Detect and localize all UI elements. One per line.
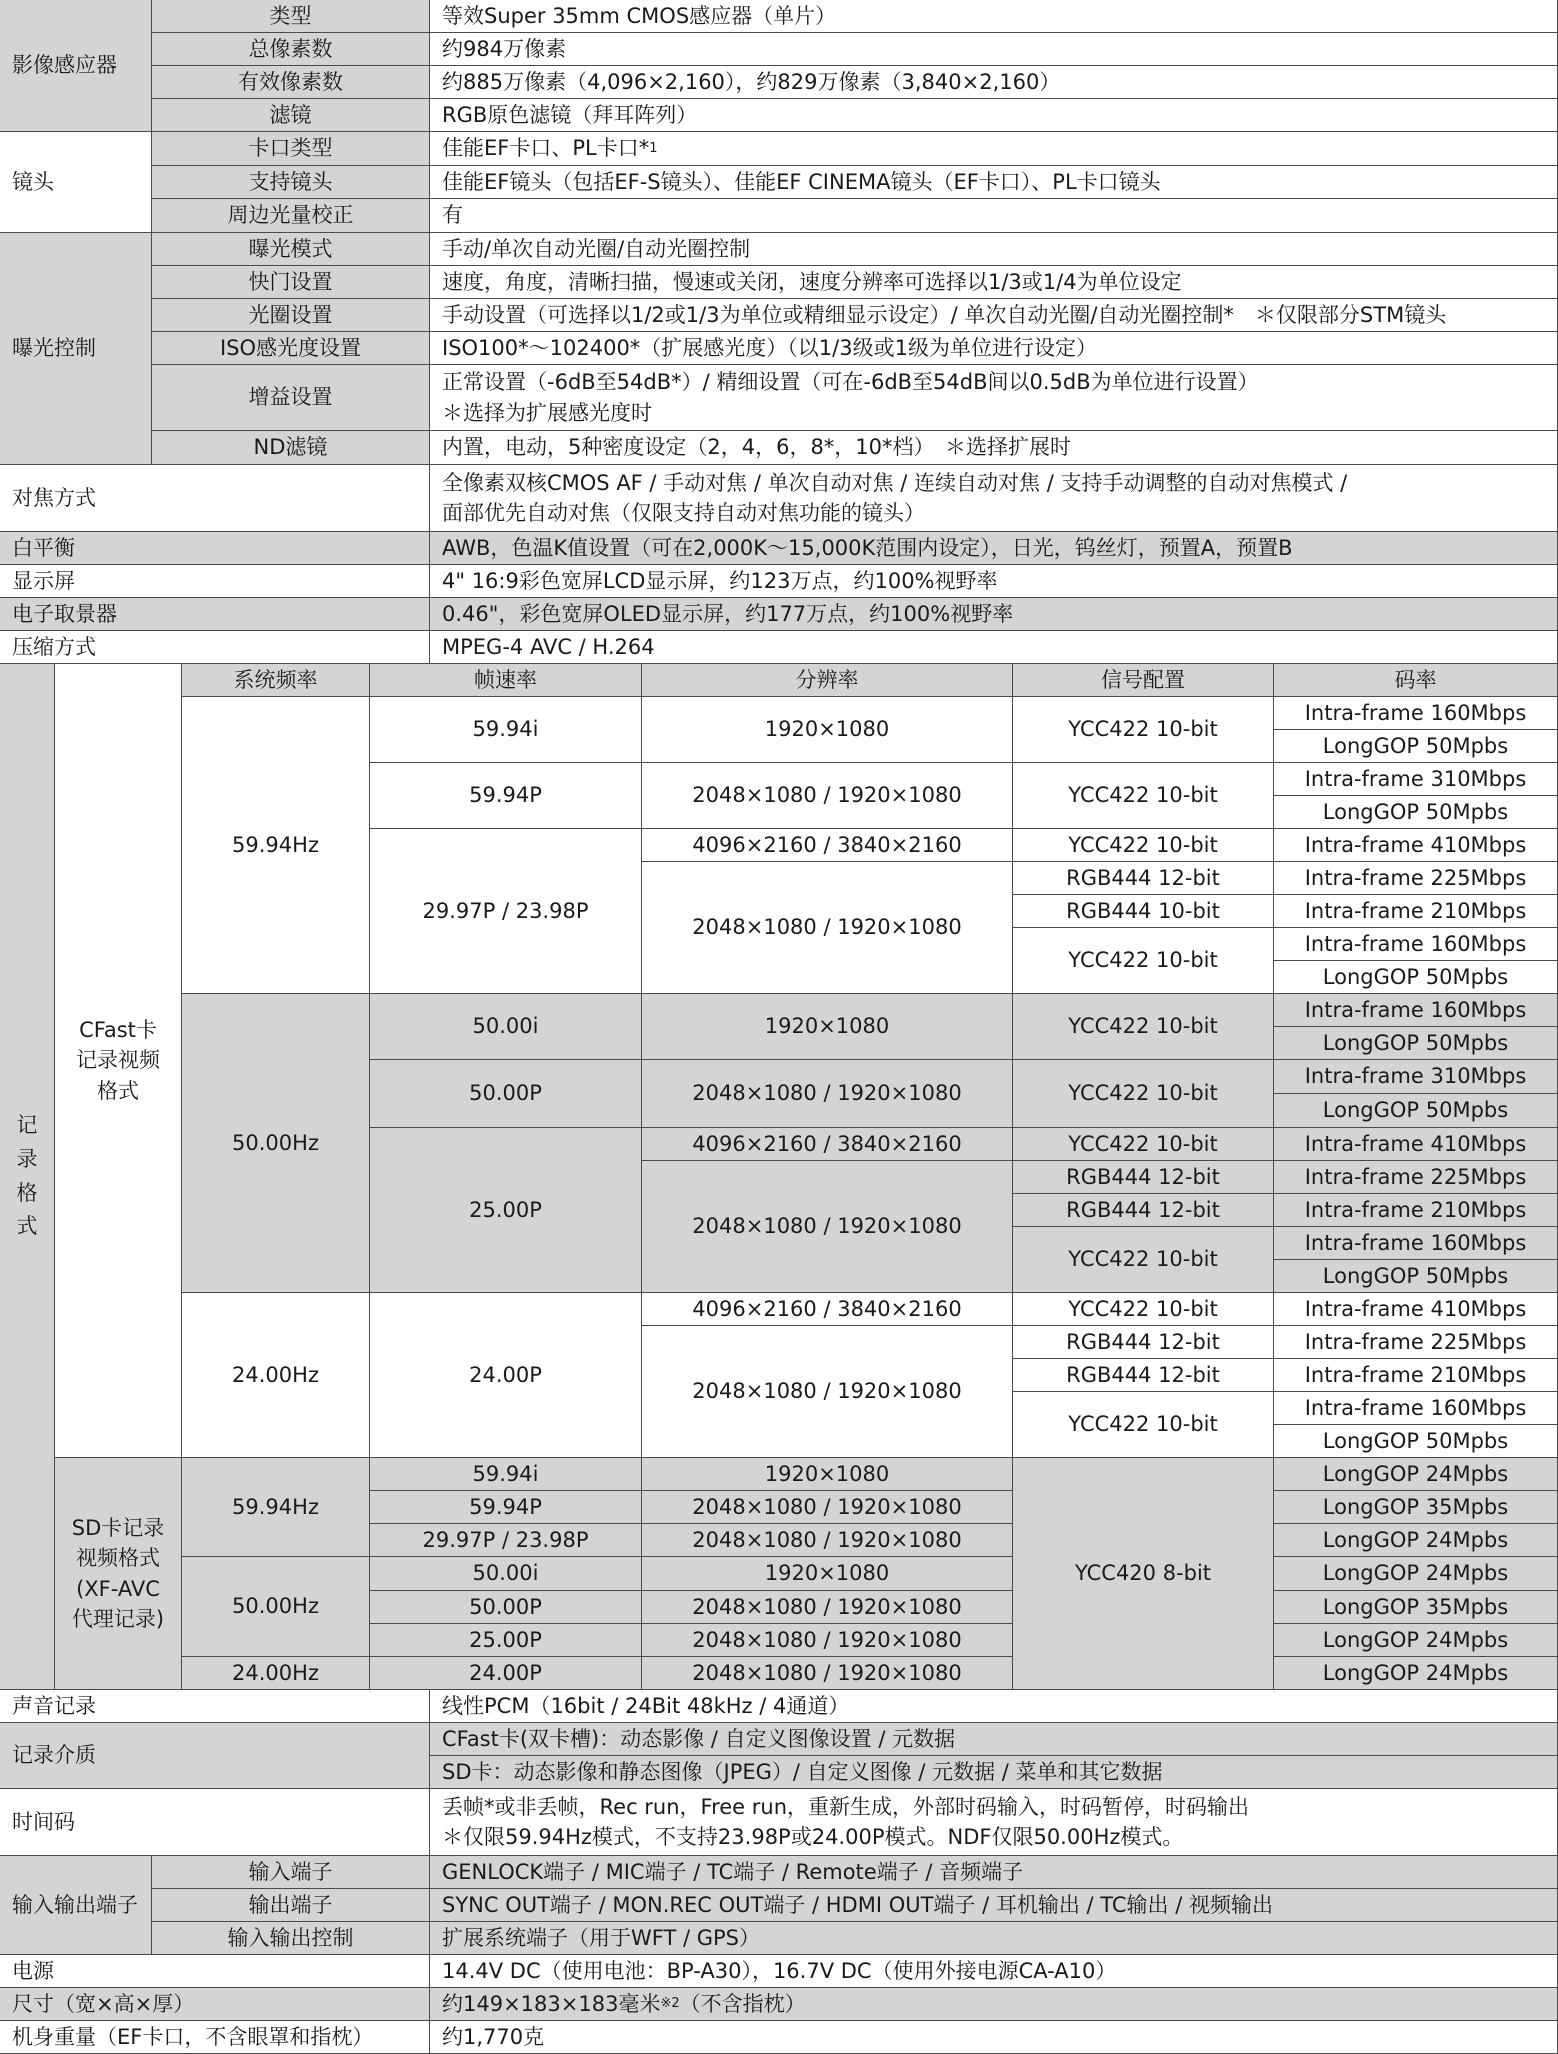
signal-cfast-2997p-2: RGB444 12-bit bbox=[1013, 862, 1274, 895]
header-signal: 信号配置 bbox=[1013, 664, 1274, 697]
res-cfast-2400p-2k: 2048×1080 / 1920×1080 bbox=[642, 1326, 1013, 1458]
label-exposure-mode: 曝光模式 bbox=[152, 233, 430, 266]
rate-cfast-2400p-5: LongGOP 50Mpbs bbox=[1274, 1425, 1558, 1458]
rate-cfast-2500p-4: Intra-frame 160Mbps bbox=[1274, 1227, 1558, 1260]
label-media: 记录介质 bbox=[0, 1723, 430, 1789]
value-exposure-mode: 手动/单次自动光圈/自动光圈控制 bbox=[430, 233, 1558, 266]
label-focus: 对焦方式 bbox=[0, 465, 430, 532]
value-white-balance: AWB，色温K值设置（可在2,000K～15,000K范围内设定），日光，钨丝灯，预置A，预置B bbox=[430, 532, 1558, 565]
signal-cfast-2500p-3: RGB444 12-bit bbox=[1013, 1194, 1274, 1227]
gain-line-2: ＊选择为扩展感光度时 bbox=[442, 400, 652, 425]
value-iso: ISO100*～102400*（扩展感光度）（以1/3级或1级为单位进行设定） bbox=[430, 332, 1558, 365]
frame-sd-2500p: 25.00P bbox=[370, 1624, 642, 1657]
rate-cfast-5000i-b: LongGOP 50Mpbs bbox=[1274, 1027, 1558, 1060]
freq-cfast-2400: 24.00Hz bbox=[182, 1293, 370, 1458]
value-audio: 线性PCM（16bit / 24Bit 48kHz / 4通道） bbox=[430, 1690, 1558, 1723]
rate-cfast-5000p-b: LongGOP 50Mpbs bbox=[1274, 1094, 1558, 1128]
group-sensor: 影像感应器 bbox=[0, 0, 152, 132]
signal-cfast-5994i: YCC422 10-bit bbox=[1013, 697, 1274, 763]
value-timecode bbox=[430, 1789, 1558, 1856]
label-weight: 机身重量（EF卡口，不含眼罩和指枕） bbox=[0, 2021, 430, 2054]
signal-cfast-2997p-4: YCC422 10-bit bbox=[1013, 928, 1274, 994]
cfast-line-3: 格式 bbox=[97, 1078, 139, 1103]
label-timecode: 时间码 bbox=[0, 1789, 430, 1856]
frame-sd-5994p: 59.94P bbox=[370, 1491, 642, 1524]
signal-cfast-5994p: YCC422 10-bit bbox=[1013, 763, 1274, 829]
label-lens-mount: 卡口类型 bbox=[152, 132, 430, 166]
rate-cfast-2500p-5: LongGOP 50Mpbs bbox=[1274, 1260, 1558, 1293]
label-supported-lens: 支持镜头 bbox=[152, 166, 430, 199]
freq-cfast-5994: 59.94Hz bbox=[182, 697, 370, 994]
rate-cfast-5000i-a: Intra-frame 160Mbps bbox=[1274, 994, 1558, 1027]
frame-sd-2400p: 24.00P bbox=[370, 1657, 642, 1690]
value-output-terminals: SYNC OUT端子 / MON.REC OUT端子 / HDMI OUT端子 / 耳机输出 / TC输出 / 视频输出 bbox=[430, 1889, 1558, 1922]
rate-sd-5994p: LongGOP 35Mpbs bbox=[1274, 1491, 1558, 1524]
value-supported-lens: 佳能EF镜头（包括EF-S镜头）、佳能EF CINEMA镜头（EF卡口）、PL卡口镜头 bbox=[430, 166, 1558, 199]
res-sd-5994p: 2048×1080 / 1920×1080 bbox=[642, 1491, 1013, 1524]
value-viewfinder: 0.46"，彩色宽屏OLED显示屏，约177万点，约100%视野率 bbox=[430, 598, 1558, 631]
label-white-balance: 白平衡 bbox=[0, 532, 430, 565]
frame-cfast-5994i: 59.94i bbox=[370, 697, 642, 763]
rate-cfast-2400p-3: Intra-frame 210Mbps bbox=[1274, 1359, 1558, 1392]
signal-cfast-2400p-1: YCC422 10-bit bbox=[1013, 1293, 1274, 1326]
frame-cfast-5994p: 59.94P bbox=[370, 763, 642, 829]
gain-line-1: 正常设置（-6dB至54dB*）/ 精细设置（可在-6dB至54dB间以0.5dB为单位进行设置） bbox=[442, 370, 1259, 395]
cfast-line-1: CFast卡 bbox=[79, 1017, 157, 1042]
sd-line-1: SD卡记录 bbox=[71, 1515, 165, 1540]
rate-sd-5994i: LongGOP 24Mpbs bbox=[1274, 1458, 1558, 1491]
rate-cfast-2997p-4: Intra-frame 160Mbps bbox=[1274, 928, 1558, 961]
label-total-pixels: 总像素数 bbox=[152, 33, 430, 66]
label-audio: 声音记录 bbox=[0, 1690, 430, 1723]
rate-cfast-2400p-2: Intra-frame 225Mbps bbox=[1274, 1326, 1558, 1359]
rate-cfast-2997p-5: LongGOP 50Mpbs bbox=[1274, 961, 1558, 994]
frame-cfast-2997p: 29.97P / 23.98P bbox=[370, 829, 642, 994]
value-weight: 约1,770克 bbox=[430, 2021, 1558, 2054]
rate-sd-2997p: LongGOP 24Mpbs bbox=[1274, 1524, 1558, 1557]
sd-line-2: 视频格式 bbox=[76, 1546, 160, 1571]
res-sd-5000p: 2048×1080 / 1920×1080 bbox=[642, 1591, 1013, 1624]
res-cfast-5994i: 1920×1080 bbox=[642, 697, 1013, 763]
value-display: 4" 16:9彩色宽屏LCD显示屏，约123万点，约100%视野率 bbox=[430, 565, 1558, 598]
value-peripheral-correction: 有 bbox=[430, 199, 1558, 233]
header-bitrate: 码率 bbox=[1274, 664, 1558, 697]
res-sd-5994i: 1920×1080 bbox=[642, 1458, 1013, 1491]
value-input-terminals: GENLOCK端子 / MIC端子 / TC端子 / Remote端子 / 音频端子 bbox=[430, 1856, 1558, 1889]
rate-cfast-2997p-2: Intra-frame 225Mbps bbox=[1274, 862, 1558, 895]
res-cfast-2400p-4k: 4096×2160 / 3840×2160 bbox=[642, 1293, 1013, 1326]
frame-cfast-2400p: 24.00P bbox=[370, 1293, 642, 1458]
signal-cfast-2997p-1: YCC422 10-bit bbox=[1013, 829, 1274, 862]
freq-sd-5994: 59.94Hz bbox=[182, 1458, 370, 1557]
res-sd-2997p: 2048×1080 / 1920×1080 bbox=[642, 1524, 1013, 1557]
res-cfast-5994p: 2048×1080 / 1920×1080 bbox=[642, 763, 1013, 829]
group-lens: 镜头 bbox=[0, 132, 152, 233]
signal-cfast-2500p-1: YCC422 10-bit bbox=[1013, 1128, 1274, 1161]
rate-sd-2400p: LongGOP 24Mpbs bbox=[1274, 1657, 1558, 1690]
header-resolution: 分辨率 bbox=[642, 664, 1013, 697]
label-size: 尺寸（宽×高×厚） bbox=[0, 1988, 430, 2021]
rate-cfast-2500p-3: Intra-frame 210Mbps bbox=[1274, 1194, 1558, 1227]
label-sensor-type: 类型 bbox=[152, 0, 430, 33]
label-filter: 滤镜 bbox=[152, 99, 430, 132]
value-gain bbox=[430, 365, 1558, 431]
size-suffix: （不含指枕） bbox=[679, 1991, 806, 2016]
recording-format-label: 记录格式 bbox=[16, 1113, 38, 1239]
value-shutter: 速度，角度，清晰扫描，慢速或关闭，速度分辨率可选择以1/3或1/4为单位设定 bbox=[430, 266, 1558, 299]
rate-cfast-5994p-b: LongGOP 50Mpbs bbox=[1274, 796, 1558, 829]
value-focus bbox=[430, 465, 1558, 532]
res-cfast-2500p-2k: 2048×1080 / 1920×1080 bbox=[642, 1161, 1013, 1293]
signal-cfast-2400p-4: YCC422 10-bit bbox=[1013, 1392, 1274, 1458]
frame-cfast-2500p: 25.00P bbox=[370, 1128, 642, 1293]
res-cfast-5000i: 1920×1080 bbox=[642, 994, 1013, 1060]
value-lens-mount: 佳能EF卡口、PL卡口* 1 bbox=[430, 132, 1558, 166]
label-power: 电源 bbox=[0, 1955, 430, 1988]
signal-cfast-2500p-2: RGB444 12-bit bbox=[1013, 1161, 1274, 1194]
signal-cfast-5000p: YCC422 10-bit bbox=[1013, 1060, 1274, 1128]
rate-cfast-2400p-4: Intra-frame 160Mbps bbox=[1274, 1392, 1558, 1425]
label-viewfinder: 电子取景器 bbox=[0, 598, 430, 631]
focus-line-1: 全像素双核CMOS AF / 手动对焦 / 单次自动对焦 / 连续自动对焦 / 支持手动调整的自动对焦模式 / bbox=[442, 470, 1348, 495]
rate-cfast-5994i-a: Intra-frame 160Mbps bbox=[1274, 697, 1558, 730]
res-sd-2500p: 2048×1080 / 1920×1080 bbox=[642, 1624, 1013, 1657]
rate-sd-5000i: LongGOP 24Mpbs bbox=[1274, 1557, 1558, 1591]
lens-mount-text: 佳能EF卡口、PL卡口* bbox=[442, 136, 650, 161]
value-power: 14.4V DC（使用电池：BP-A30），16.7V DC（使用外接电源CA-A10） bbox=[430, 1955, 1558, 1988]
signal-cfast-2400p-3: RGB444 12-bit bbox=[1013, 1359, 1274, 1392]
label-shutter: 快门设置 bbox=[152, 266, 430, 299]
frame-sd-2997p: 29.97P / 23.98P bbox=[370, 1524, 642, 1557]
frame-cfast-5000i: 50.00i bbox=[370, 994, 642, 1060]
rate-cfast-2400p-1: Intra-frame 410Mbps bbox=[1274, 1293, 1558, 1326]
header-system-frequency: 系统频率 bbox=[182, 664, 370, 697]
label-nd-filter: ND滤镜 bbox=[152, 431, 430, 465]
label-iso: ISO感光度设置 bbox=[152, 332, 430, 365]
rate-cfast-5000p-a: Intra-frame 310Mbps bbox=[1274, 1060, 1558, 1094]
rate-cfast-5994i-b: LongGOP 50Mpbs bbox=[1274, 730, 1558, 763]
label-input-terminals: 输入端子 bbox=[152, 1856, 430, 1889]
value-filter: RGB原色滤镜（拜耳阵列） bbox=[430, 99, 1558, 132]
res-cfast-2500p-4k: 4096×2160 / 3840×2160 bbox=[642, 1128, 1013, 1161]
cfast-line-2: 记录视频 bbox=[76, 1048, 160, 1073]
value-size: 约149×183×183毫米 ※2 （不含指枕） bbox=[430, 1988, 1558, 2021]
signal-cfast-2400p-2: RGB444 12-bit bbox=[1013, 1326, 1274, 1359]
value-effective-pixels: 约885万像素（4,096×2,160），约829万像素（3,840×2,160） bbox=[430, 66, 1558, 99]
label-display: 显示屏 bbox=[0, 565, 430, 598]
rate-cfast-2997p-3: Intra-frame 210Mbps bbox=[1274, 895, 1558, 928]
value-media-sd: SD卡：动态影像和静态图像（JPEG）/ 自定义图像 / 元数据 / 菜单和其它数据 bbox=[430, 1756, 1558, 1789]
res-cfast-2997p-2k: 2048×1080 / 1920×1080 bbox=[642, 862, 1013, 994]
frame-sd-5994i: 59.94i bbox=[370, 1458, 642, 1491]
label-peripheral-correction: 周边光量校正 bbox=[152, 199, 430, 233]
frame-cfast-5000p: 50.00P bbox=[370, 1060, 642, 1128]
signal-cfast-5000i: YCC422 10-bit bbox=[1013, 994, 1274, 1060]
rate-sd-5000p: LongGOP 35Mpbs bbox=[1274, 1591, 1558, 1624]
signal-cfast-2500p-4: YCC422 10-bit bbox=[1013, 1227, 1274, 1293]
group-io: 输入输出端子 bbox=[0, 1856, 152, 1955]
value-nd-filter: 内置，电动，5种密度设定（2，4，6，8*，10*档） ＊选择扩展时 bbox=[430, 431, 1558, 465]
value-iris: 手动设置（可选择以1/2或1/3为单位或精细显示设定）/ 单次自动光圈/自动光圈控制* ＊仅限部分STM镜头 bbox=[430, 299, 1558, 332]
rate-cfast-5994p-a: Intra-frame 310Mbps bbox=[1274, 763, 1558, 796]
label-io-control: 输入输出控制 bbox=[152, 1922, 430, 1955]
freq-cfast-5000: 50.00Hz bbox=[182, 994, 370, 1293]
rate-sd-2500p: LongGOP 24Mpbs bbox=[1274, 1624, 1558, 1657]
res-sd-5000i: 1920×1080 bbox=[642, 1557, 1013, 1591]
frame-sd-5000i: 50.00i bbox=[370, 1557, 642, 1591]
value-sensor-type: 等效Super 35mm CMOS感应器（单片） bbox=[430, 0, 1558, 33]
timecode-line-2: ＊仅限59.94Hz模式，不支持23.98P或24.00P模式。NDF仅限50.00Hz模式。 bbox=[442, 1825, 1184, 1849]
sd-line-3: (XF-AVC bbox=[76, 1576, 160, 1601]
freq-sd-5000: 50.00Hz bbox=[182, 1557, 370, 1657]
focus-line-2: 面部优先自动对焦（仅限支持自动对焦功能的镜头） bbox=[442, 501, 925, 525]
res-cfast-5000p: 2048×1080 / 1920×1080 bbox=[642, 1060, 1013, 1128]
frame-sd-5000p: 50.00P bbox=[370, 1591, 642, 1624]
label-compression: 压缩方式 bbox=[0, 631, 430, 664]
res-sd-2400p: 2048×1080 / 1920×1080 bbox=[642, 1657, 1013, 1690]
rate-cfast-2500p-1: Intra-frame 410Mbps bbox=[1274, 1128, 1558, 1161]
signal-cfast-2997p-3: RGB444 10-bit bbox=[1013, 895, 1274, 928]
freq-sd-2400: 24.00Hz bbox=[182, 1657, 370, 1690]
label-effective-pixels: 有效像素数 bbox=[152, 66, 430, 99]
value-compression: MPEG-4 AVC / H.264 bbox=[430, 631, 1558, 664]
group-recording-format bbox=[0, 664, 55, 1690]
group-exposure: 曝光控制 bbox=[0, 233, 152, 465]
value-io-control: 扩展系统端子（用于WFT / GPS） bbox=[430, 1922, 1558, 1955]
rate-cfast-2997p-1: Intra-frame 410Mbps bbox=[1274, 829, 1558, 862]
label-cfast-format bbox=[55, 664, 182, 1458]
label-output-terminals: 输出端子 bbox=[152, 1889, 430, 1922]
value-media-cfast: CFast卡(双卡槽)：动态影像 / 自定义图像设置 / 元数据 bbox=[430, 1723, 1558, 1756]
label-iris: 光圈设置 bbox=[152, 299, 430, 332]
signal-sd: YCC420 8-bit bbox=[1013, 1458, 1274, 1690]
rate-cfast-2500p-2: Intra-frame 225Mbps bbox=[1274, 1161, 1558, 1194]
timecode-line-1: 丢帧*或非丢帧，Rec run，Free run，重新生成，外部时码输入，时码暂停，时码输出 bbox=[442, 1794, 1250, 1819]
header-frame-rate: 帧速率 bbox=[370, 664, 642, 697]
value-total-pixels: 约984万像素 bbox=[430, 33, 1558, 66]
label-gain: 增益设置 bbox=[152, 365, 430, 431]
label-sd-format bbox=[55, 1458, 182, 1690]
sd-line-4: 代理记录) bbox=[71, 1606, 165, 1631]
res-cfast-2997p-4k: 4096×2160 / 3840×2160 bbox=[642, 829, 1013, 862]
size-text: 约149×183×183毫米 bbox=[442, 1991, 661, 2016]
